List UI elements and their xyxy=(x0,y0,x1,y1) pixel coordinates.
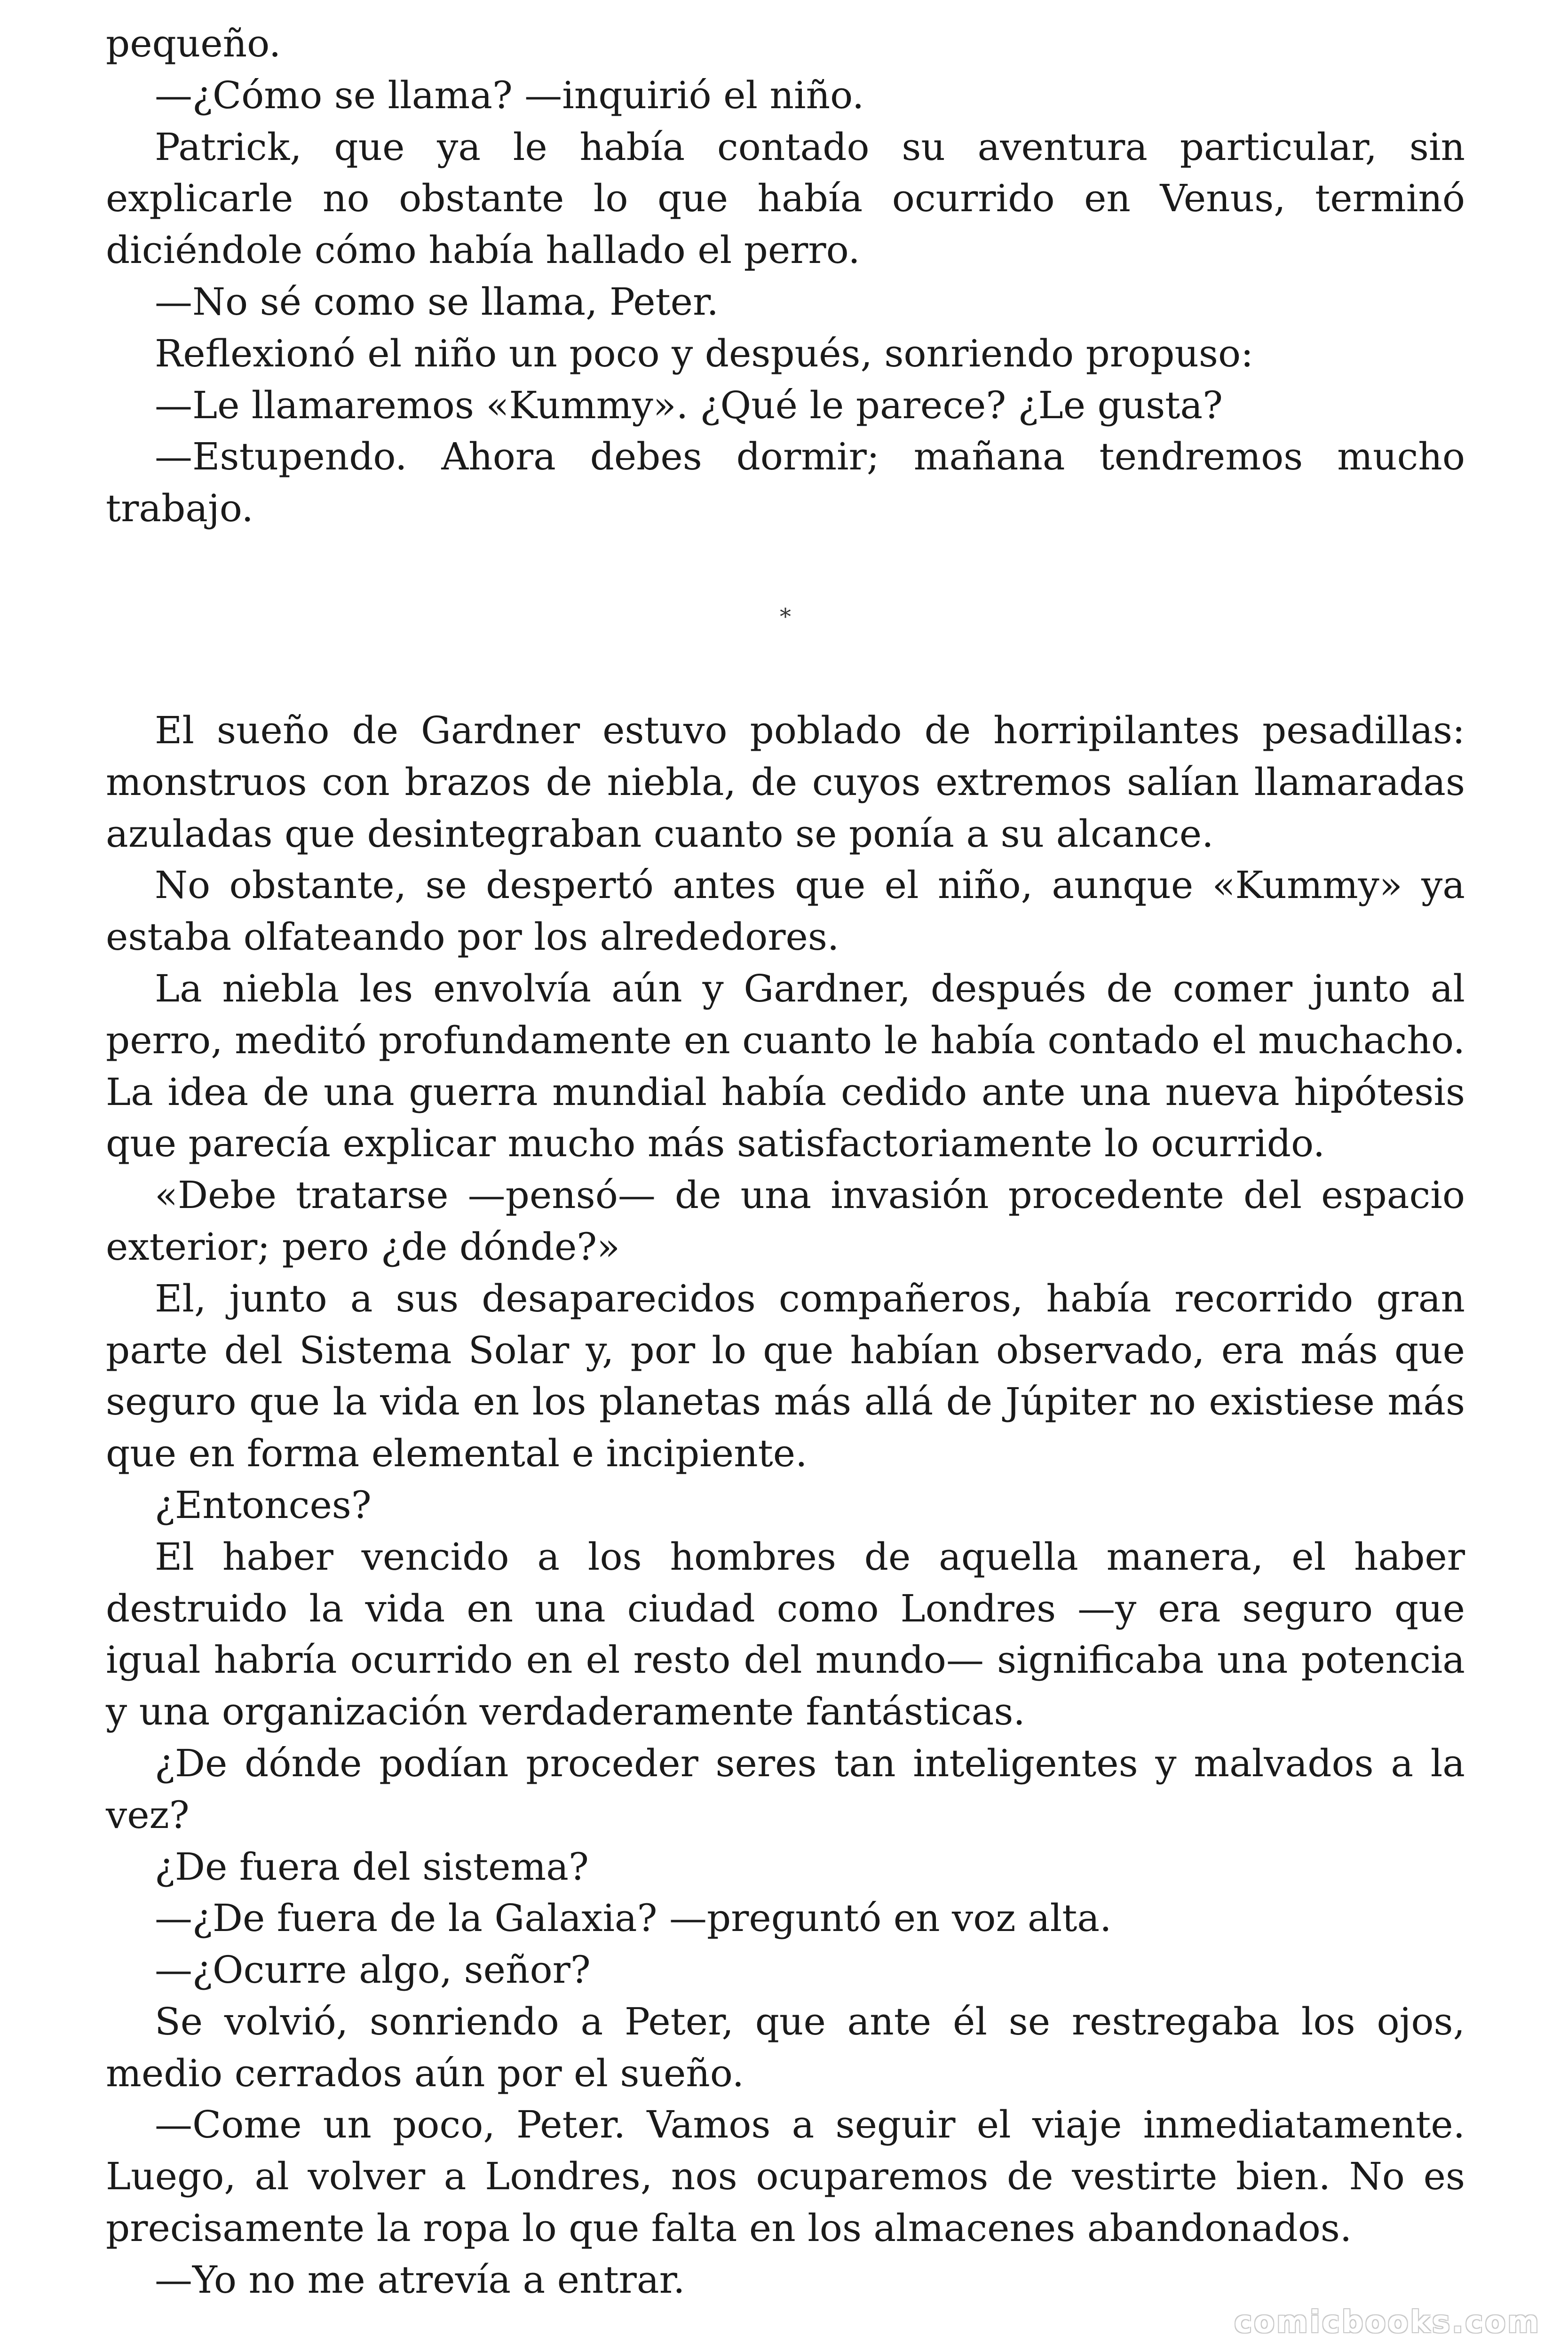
paragraph: —Le llamaremos «Kummy». ¿Qué le parece? ¿Le gusta? xyxy=(155,383,1223,427)
paragraph: «Debe tratarse —pensó— de una invasión procedente del espacio exterior; pero ¿de dónde?» xyxy=(106,1173,1465,1269)
paragraph: pequeño. xyxy=(106,22,281,65)
paragraph: El, junto a sus desaparecidos compañeros, había recorrido gran parte del Sistema Solar y, por lo que habían observado, era más que seguro que la vida en los planetas más allá de Júpiter no existiese más que en forma elemental e incipiente. xyxy=(106,1276,1465,1476)
paragraph: —No sé como se llama, Peter. xyxy=(155,279,719,324)
paragraph: —¿Cómo se llama? —inquirió el niño. xyxy=(155,73,864,117)
paragraph: No obstante, se despertó antes que el niño, aunque «Kummy» ya estaba olfateando por los alrededores. xyxy=(106,863,1465,959)
section-separator: * xyxy=(780,603,791,630)
paragraph: —Yo no me atrevía a entrar. xyxy=(155,2257,685,2302)
paragraph: Reflexionó el niño un poco y después, sonriendo propuso: xyxy=(155,331,1254,375)
paragraph: La niebla les envolvía aún y Gardner, después de comer junto al perro, meditó profundamente en cuanto le había contado el muchacho. La idea de una guerra mundial había cedido ante una nueva hipótesis que parecía explicar mucho más satisfactoriamente lo ocurrido. xyxy=(106,966,1465,1166)
paragraph: ¿Entonces? xyxy=(155,1483,372,1527)
paragraph: —Come un poco, Peter. Vamos a seguir el viaje inmediatamente. Luego, al volver a Londres, nos ocuparemos de vestirte bien. No es precisamente la ropa lo que falta en los almacenes abandonados. xyxy=(106,2103,1465,2250)
paragraph: —¿Ocurre algo, señor? xyxy=(155,1948,591,1992)
paragraph: El haber vencido a los hombres de aquella manera, el haber destruido la vida en una ciudad como Londres —y era seguro que igual habría ocurrido en el resto del mundo— significaba una potencia y una organización verdaderamente fantásticas. xyxy=(106,1534,1465,1734)
paragraph: —¿De fuera de la Galaxia? —preguntó en voz alta. xyxy=(155,1896,1112,1940)
paragraph: —Estupendo. Ahora debes dormir; mañana tendremos mucho trabajo. xyxy=(106,435,1465,531)
paragraph: El sueño de Gardner estuvo poblado de horripilantes pesadillas: monstruos con brazos de niebla, de cuyos extremos salían llamaradas azuladas que desintegraban cuanto se ponía a su alcance. xyxy=(106,708,1465,856)
paragraph: ¿De fuera del sistema? xyxy=(155,1844,589,1889)
watermark: comicbooks.com xyxy=(1234,2305,1541,2340)
paragraph: ¿De dónde podían proceder seres tan inteligentes y malvados a la vez? xyxy=(106,1741,1465,1837)
paragraph: Se volvió, sonriendo a Peter, que ante él se restregaba los ojos, medio cerrados aún por el sueño. xyxy=(106,1999,1465,2095)
paragraph: Patrick, que ya le había contado su aventura particular, sin explicarle no obstante lo que había ocurrido en Venus, terminó diciéndole cómo había hallado el perro. xyxy=(106,125,1465,272)
book-page xyxy=(106,18,1465,2306)
